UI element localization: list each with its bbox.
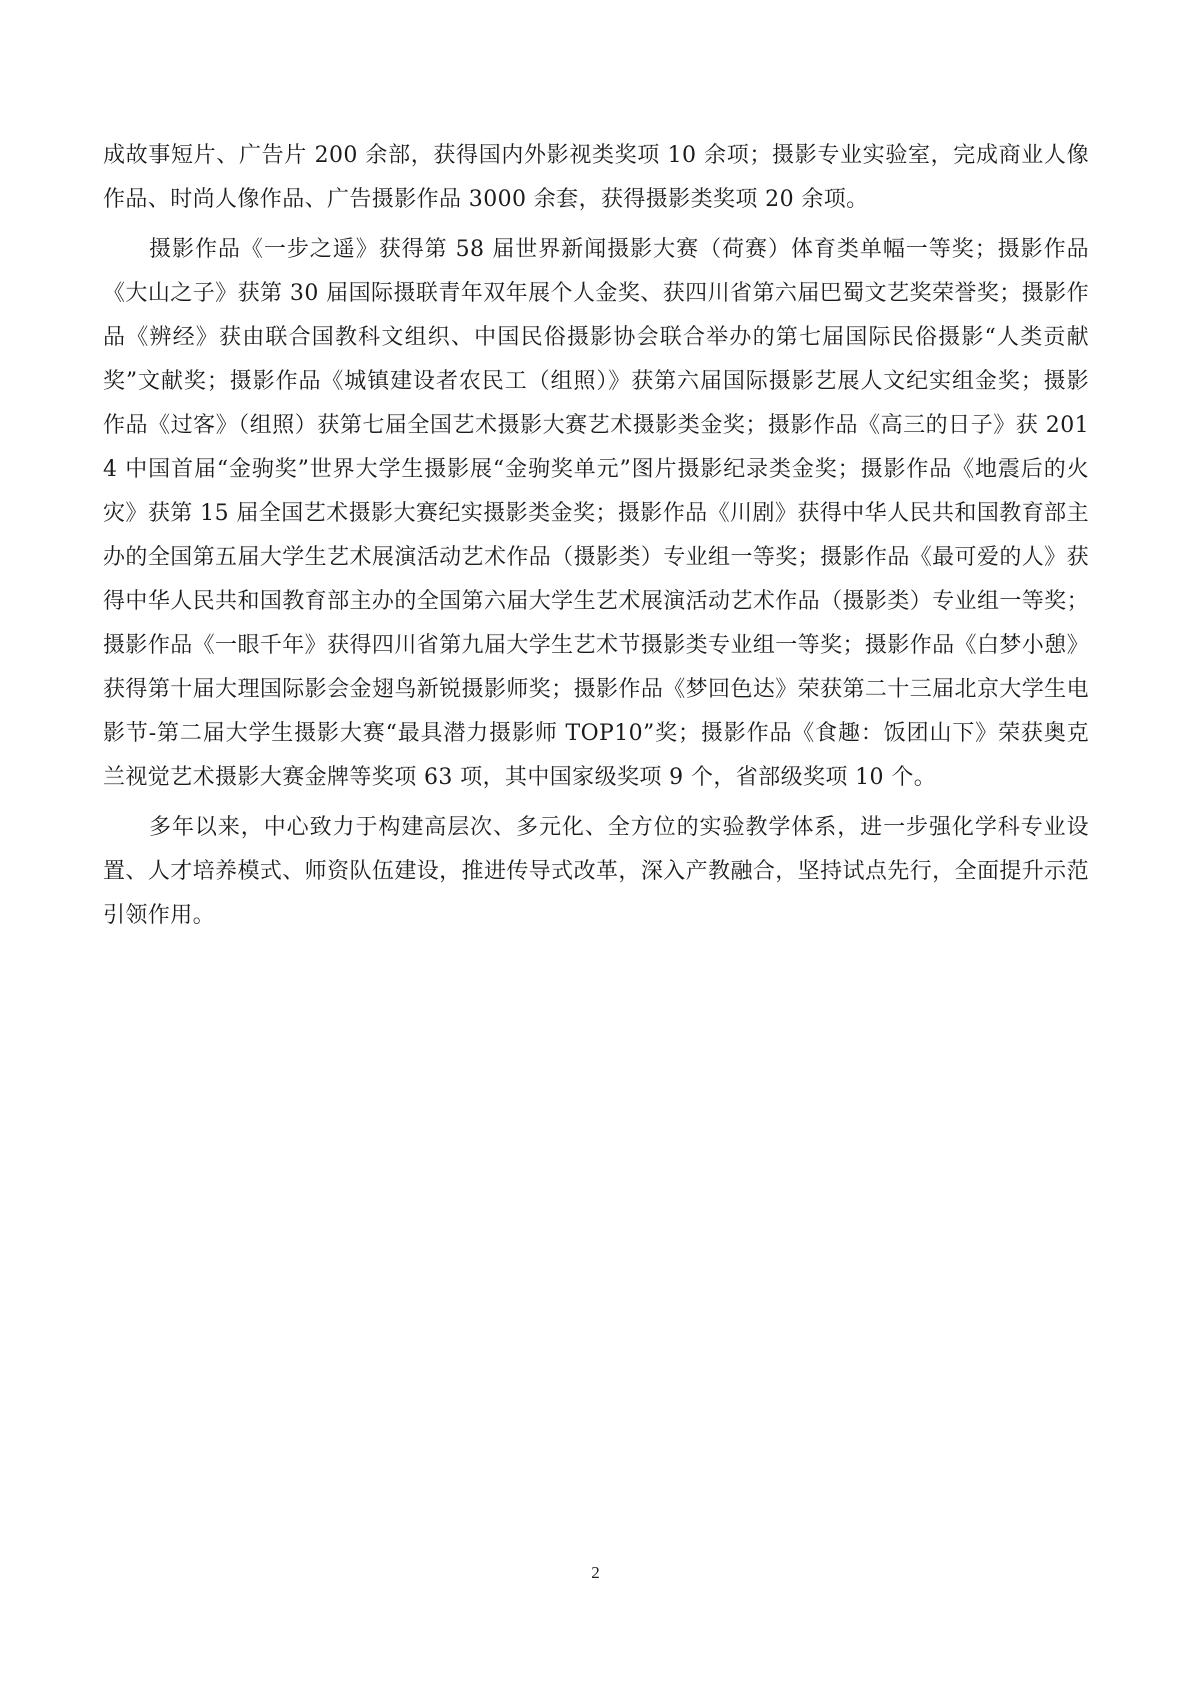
paragraph-continuation: 成故事短片、广告片 200 余部，获得国内外影视类奖项 10 余项；摄影专业实验室，完成商业人像作品、时尚人像作品、广告摄影作品 3000 余套，获得摄影类奖项 20 余项。 — [103, 143, 1089, 212]
page-number: 2 — [591, 1563, 600, 1582]
paragraph-awards: 摄影作品《一步之遥》获得第 58 届世界新闻摄影大赛（荷赛）体育类单幅一等奖；摄影作品《大山之子》获第 30 届国际摄联青年双年展个人金奖、获四川省第六届巴蜀文艺奖荣誉奖；摄影作品《辨经》获由联合国教科文组织、中国民俗摄影协会联合举办的第七届国际民俗摄影“人类贡献奖”文献奖；摄影作品《城镇建设者农民工（组照）》获第六届国际摄影艺展人文纪实组金奖；摄影作品《过客》（组照）获第七届全国艺术摄影大赛艺术摄影类金奖；摄影作品《高三的日子》获 2014 中国首届“金驹奖”世界大学生摄影展“金驹奖单元”图片摄影纪录类金奖；摄影作品《地震后的火灾》获第 15 届全国艺术摄影大赛纪实摄影类金奖；摄影作品《川剧》获得中华人民共和国教育部主办的全国第五届大学生艺术展演活动艺术作品（摄影类）专业组一等奖；摄影作品《最可爱的人》获得中华人民共和国教育部主办的全国第六届大学生艺术展演活动艺术作品（摄影类）专业组一等奖；摄影作品《一眼千年》获得四川省第九届大学生艺术节摄影类专业组一等奖；摄影作品《白梦小憩》获得第十届大理国际影会金翅鸟新锐摄影师奖；摄影作品《梦回色达》荣获第二十三届北京大学生电影节-第二届大学生摄影大赛“最具潜力摄影师 TOP10”奖；摄影作品《食趣：饭团山下》荣获奥克兰视觉艺术摄影大赛金牌等奖项 63 项，其中国家级奖项 9 个，省部级奖项 10 个。 — [103, 237, 1089, 790]
document-body — [103, 134, 1089, 944]
paragraph-summary: 多年以来，中心致力于构建高层次、多元化、全方位的实验教学体系，进一步强化学科专业设置、人才培养模式、师资队伍建设，推进传导式改革，深入产教融合，坚持试点先行，全面提升示范引领作用。 — [103, 815, 1089, 928]
